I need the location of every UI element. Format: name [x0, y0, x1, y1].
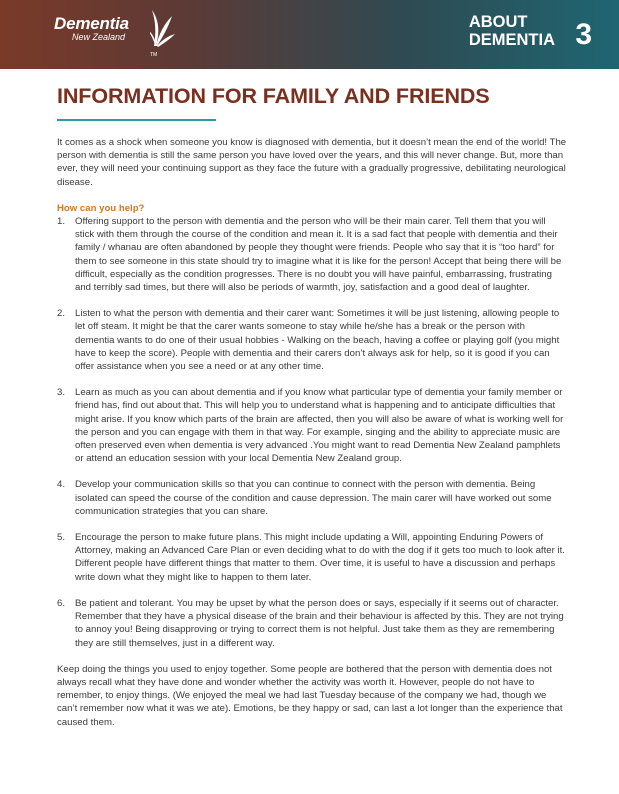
title-underline: [57, 119, 216, 121]
closing-paragraph: Keep doing the things you used to enjoy together. Some people are bothered that the person with dementia does not always recall what they have done and wonder whether the activity was worth it. However, people do not have to remember, to enjoy things. (We enjoyed the meal we had last Tuesday because of the company we had, though we can’t remember now what it was we ate). Emotions, be they happy or sad, can last a lot longer than the experience that caused them.: [57, 663, 563, 728]
section-number: 3: [575, 18, 592, 51]
page-title: INFORMATION FOR FAMILY AND FRIENDS: [57, 84, 490, 108]
list-number: 2.: [57, 308, 66, 320]
main-content: [57, 136, 567, 729]
dementia-nz-logo: [54, 14, 158, 58]
intro-paragraph: It comes as a shock when someone you know is diagnosed with dementia, but it doesn’t mean the end of the world! The person with dementia is still the same person you have loved over the years, and this will never change. But, more than ever, they will need your continuing support as they face the future with a gradually progressive, debilitating neurological disease.: [57, 137, 567, 188]
help-list: [57, 215, 567, 650]
section-label: [469, 13, 555, 49]
list-item: [57, 531, 567, 584]
logo-subtitle: New Zealand: [72, 32, 126, 42]
list-item: [57, 597, 567, 650]
list-item: [57, 307, 567, 373]
list-number: 6.: [57, 597, 66, 609]
list-text: Offering support to the person with dementia and the person who will be their main carer. Tell them that you will stick with them through the course of the condition and mean it. It is a sad fact that people with dementia and their family / whanau are often abandoned by people they thought were friends. People who say that it is “too hard” for them to see someone in this state should try to imagine what it is like for the person! Accept that being there will be difficult, especially as the condition progresses. There is no doubt you will have painful, embarrassing, frustrating and terribly sad times, but there will also be periods of warmth, joy, satisfaction and a good deal of laughter.: [75, 216, 562, 294]
list-number: 1.: [57, 216, 66, 228]
list-item: [57, 478, 567, 518]
list-text: Learn as much as you can about dementia and if you know what particular type of dementia your family member or friend has, find out about that. This will help you to understand what is happening and to anticipate difficulties that might arise. If you know which parts of the brain are affected, then you will also be aware of what is working well for the person and you can engage with them in that way. For example, singing and the ability to appreciate music are often preserved even when dementia is very advanced .You might want to read Dementia New Zealand pamphlets or attend an education session with your local Dementia New Zealand group.: [75, 387, 564, 465]
list-number: 4.: [57, 479, 66, 491]
header-banner: [0, 0, 619, 69]
list-text: Listen to what the person with dementia and their carer want: Sometimes it will be just listening, allowing people to let off steam. It might be that the carer wants someone to stay while he/she has a break or the person with dementia wants to do one of their usual hobbies - Walking on the beach, having a coffee or playing golf (you might have to keep the score). People with dementia and their carers don’t always ask for help, so it is good if you can offer assistance when you see a need or at any other time.: [75, 308, 560, 373]
list-text: Develop your communication skills so that you can continue to connect with the person with dementia. Being isolated can speed the course of the condition and cause depression. The main carer will have worked out some communication strategies that you can share.: [75, 479, 552, 517]
list-item: [57, 215, 567, 294]
trademark-mark: TM: [150, 52, 158, 58]
logo-name: Dementia: [54, 14, 129, 33]
list-number: 5.: [57, 532, 66, 544]
list-text: Be patient and tolerant. You may be upset by what the person does or says, especially if it seems out of character. Remember that they have a physical disease of the brain and their behaviour is affected by this. They are not trying to annoy you! Being disapproving or trying to correct them is not helpful. Just take them as they are remembering they are still themselves, just in a different way.: [75, 597, 564, 649]
help-question-heading: How can you help?: [57, 202, 145, 214]
leaf-icon: [150, 4, 176, 48]
section-label-line1: ABOUT: [468, 13, 528, 31]
list-number: 3.: [57, 387, 66, 399]
list-text: Encourage the person to make future plans. This might include updating a Will, appointing Enduring Powers of Attorney, making an Advanced Care Plan or even deciding what to do with the dog if it gets too much to look after it. Different people have different things that matter to them. Over time, it is useful to have a discussion and perhaps write down what they might like to happen to them later.: [75, 532, 565, 583]
list-item: [57, 386, 567, 465]
section-label-line2: DEMENTIA: [468, 31, 555, 49]
